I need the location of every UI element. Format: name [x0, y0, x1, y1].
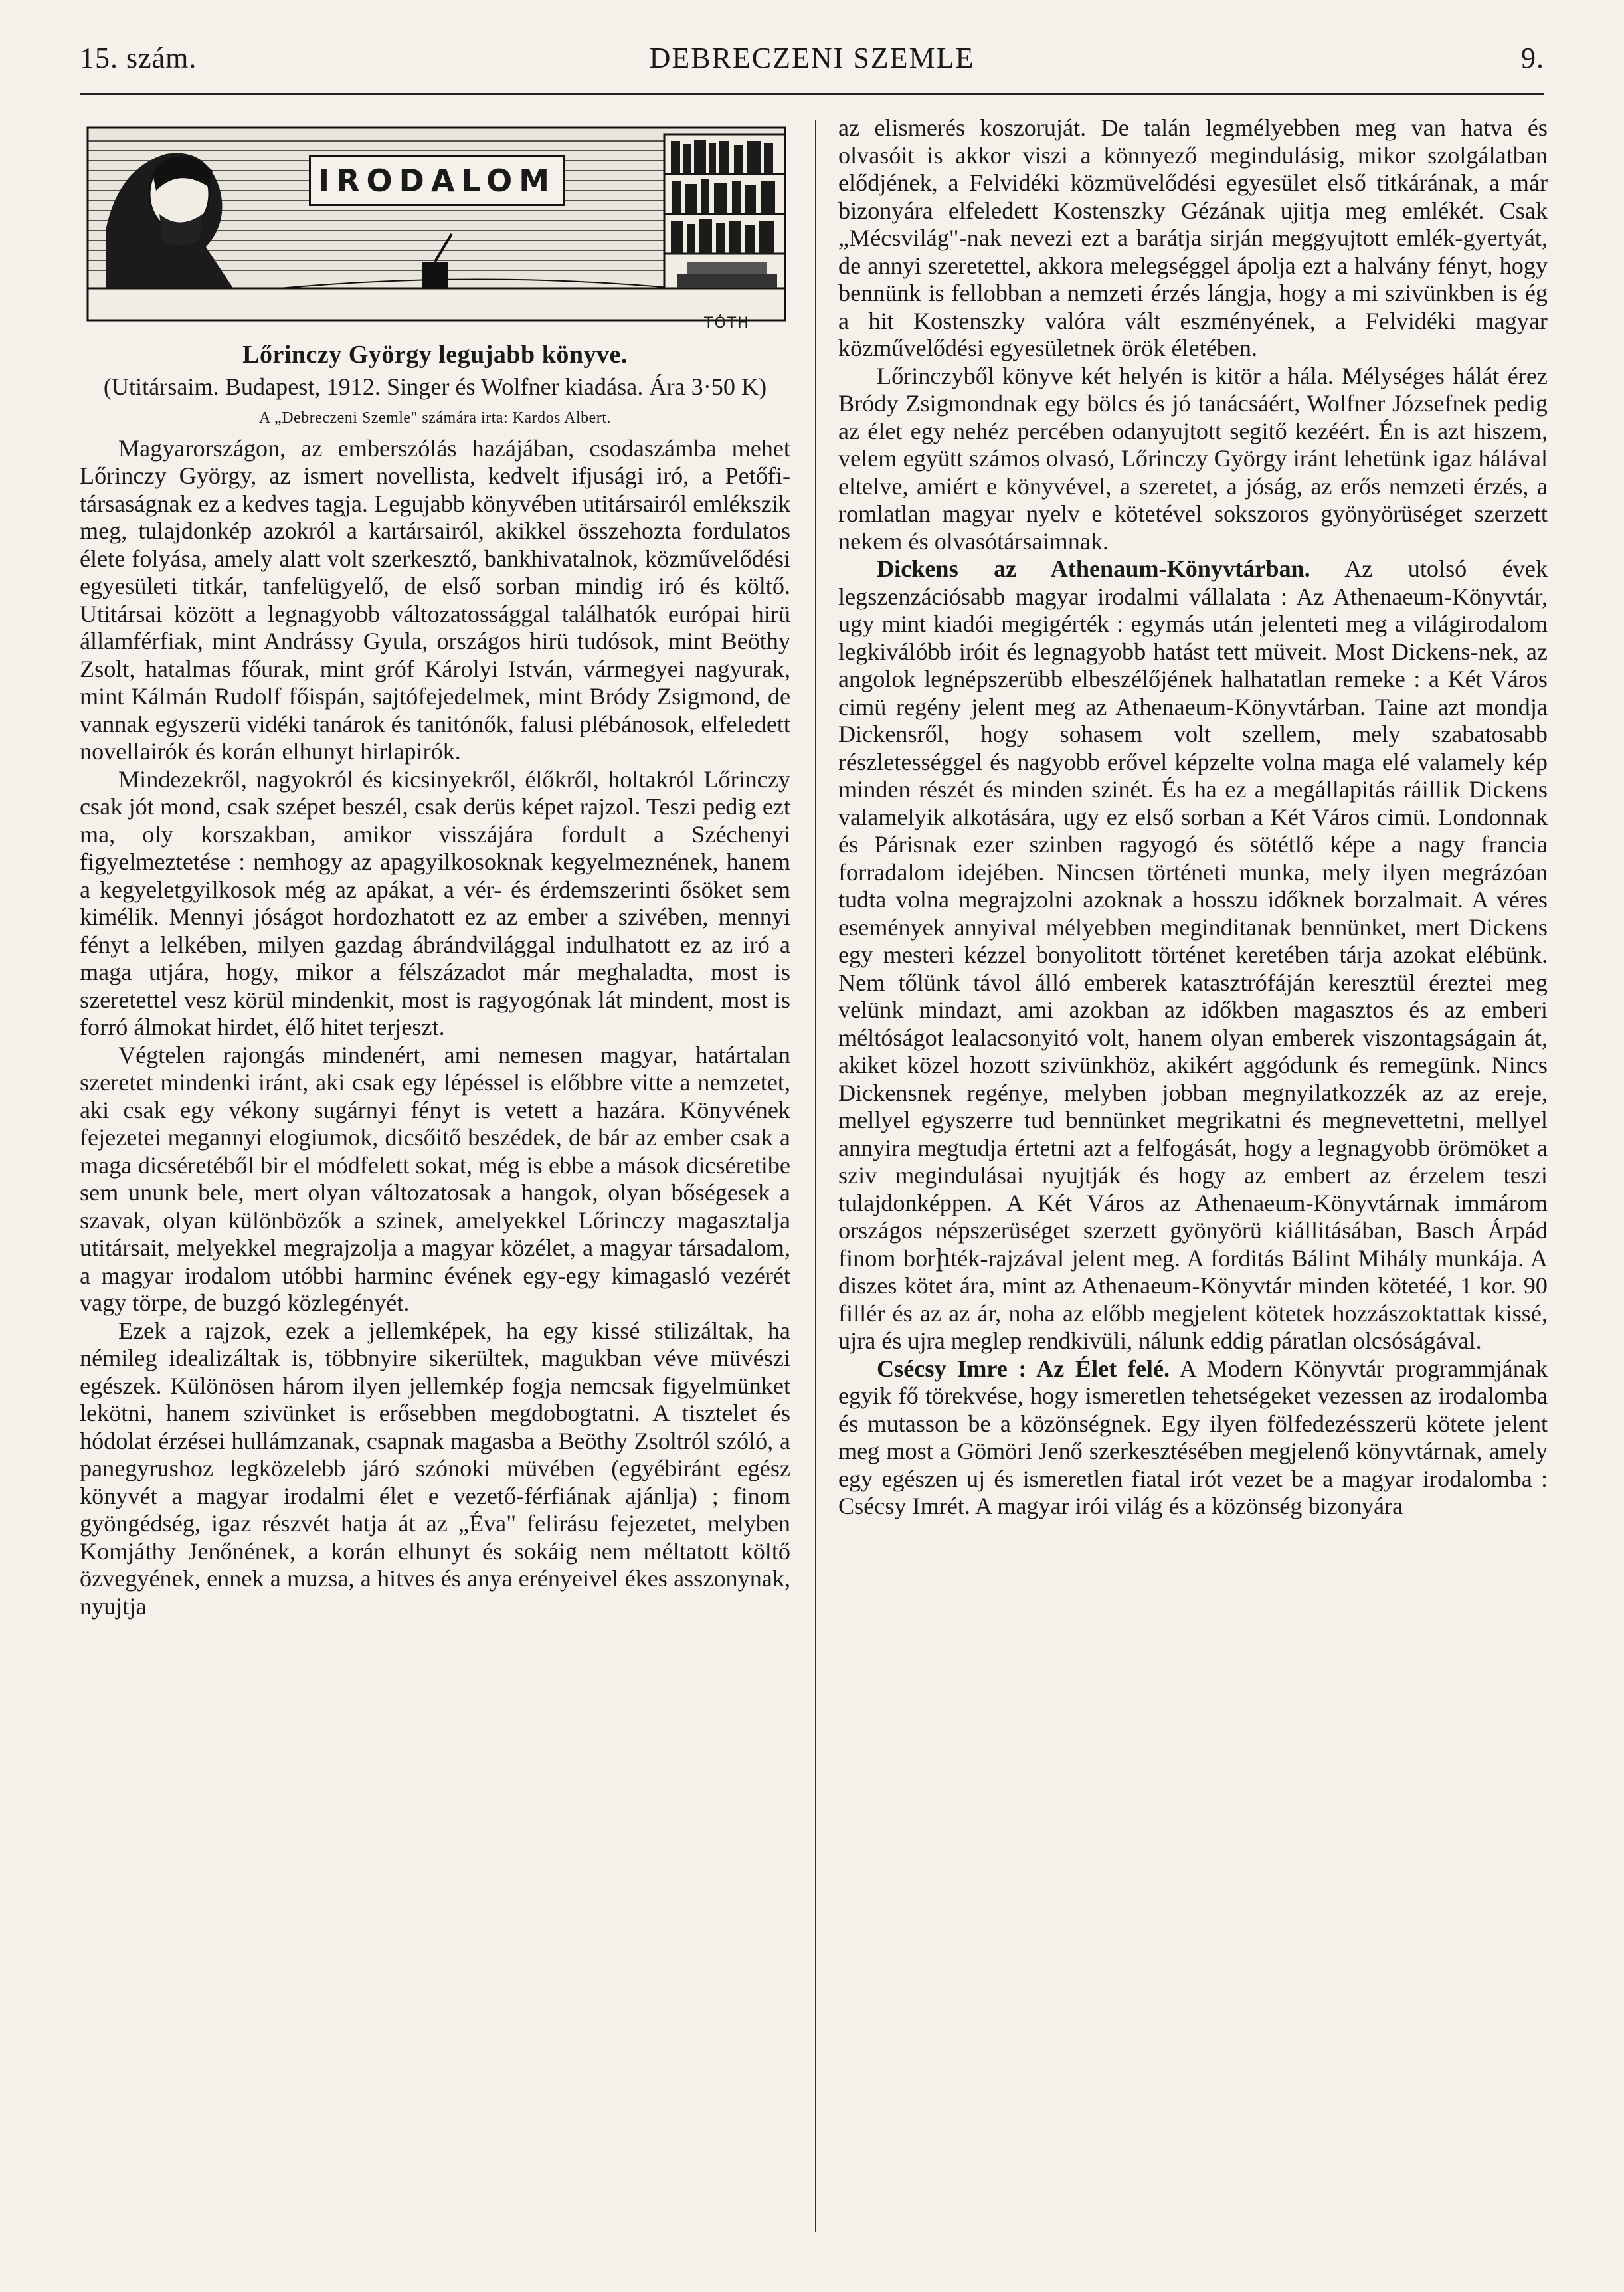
journal-title: DEBRECZENI SZEMLE [649, 42, 975, 74]
paragraph: Ezek a rajzok, ezek a jellemképek, ha egy kissé stilizáltak, ha némileg idealizáltak is, többnyire sikerültek, magukban véve müvészi egészek. Különösen három ilyen jellemkép fogja nemcsak figyelmünket lekötni, hanem szivünket is erősebben megdobogtatni. A tisztelet és hódolat érzései hullámzanak, csapnak magasba a Beöthy Zsoltról szóló, a panegyrushoz legközelebb járó szónoki müvében (egyébiránt egész könyvét a magyar irodalmi élet e vezető-férfiának ajánlja) ; finom gyöngédség, igaz részvét hatja át az „Éva" felirásu fejezetet, melyben Komjáthy Jenőnének, a korán elhunyt és sokáig nem méltatott költő özvegyének, ennek a muzsa, a hitves és anya erényeivel ékes asszonynak, nyujtja [80, 1317, 790, 1620]
banner-label-irodalom: IRODALOM [309, 155, 565, 206]
column-divider [815, 120, 816, 2232]
review-citation: (Utitársaim. Budapest, 1912. Singer és Wolfner kiadása. Ára 3·50 K) [103, 373, 767, 400]
left-column [80, 114, 790, 1620]
running-head [73, 41, 1551, 94]
paragraph: Lőrinczyből könyve két helyén is kitör a hála. Mélységes hálát érez Bródy Zsigmondnak egy bölcs és jó tanácsáért, Wolfner Józsefnek pedig az élet egy nehéz percében odanyujtott segitő kezéért. Én is azt hiszem, velem együtt számos olvasó, Lőrinczy György iránt lehetünk igaz hálával eltelve, amiért e könyvével, a szeretet, a jóság, az erős nemzeti érzés, a romlatlan magyar nyelv e kötetével sokszoros gyönyörüséget szerzett nekem és olvasótársaimnak. [838, 362, 1548, 555]
dickens-review [838, 555, 1548, 1355]
irodalom-banner [80, 114, 790, 334]
paragraph: az elismerés koszoruját. De talán legmélyebben meg van hatva és olvasóit is akkor viszi a könnyező megindulásig, mikor szolgálatban elődjének, a Felvidéki közmüvelődési egyesület első titkárának, a már bizonyára elfeledett Kostenszky Gézának ujitja meg emlékét. Csak „Mécsvilág"-nak nevezi ezt a barátja sirján meggyujtott emlék-gyertyát, de annyi szeretettel, akkora melegséggel ápolja ezt a halvány fényt, hogy bennünk is fellobban a nemzeti érzés lángja, hogy a mi szivünkben is ég a hit Kostenszky valóra vált eszményének, a Felvidéki magyar közművelődési egyesületnek örök életében. [838, 114, 1548, 361]
section-heading: Dickens az Athenaum-Könyvtárban. [877, 555, 1310, 582]
paragraph: Végtelen rajongás mindenért, ami nemesen magyar, határtalan szeretet mindenki iránt, aki csak egy lépéssel is előbbre vitte a nemzetet, aki csak egy vékony sugárnyi fényt is vetett a hazára. Könyvének fejezetei megannyi elogiumok, dicsőitő beszédek, de bár az ember csak a maga dicséretéből bir el módfelett sokat, még is ebbe a mások dicséretibe sem ununk bele, mert olyan változatosak a hangok, olyan bőségesek a szavak, olyan különbözők a szinek, amelyekkel Lőrinczy magasztalja utitársait, melyekkel megrajzolja a magyar közélet, a magyar társadalom, a magyar irodalom utóbbi harminc évének egy-egy kimagasló vezérét vagy törpe, de buzgó közlegényét. [80, 1041, 790, 1316]
page-number: 9. [1521, 42, 1544, 74]
csecsy-review [838, 1355, 1548, 1521]
right-column [838, 114, 1548, 1521]
paragraph: Mindezekről, nagyokról és kicsinyekről, élőkről, holtakról Lőrinczy csak jót mond, csak szépet beszél, csak derüs képet rajzol. Teszi pedig ezt ma, oly korszakban, amikor visszájára fordult a Széchenyi figyelmeztetése : nemhogy az apagyilkosoknak kegyelmeznének, hanem a kegyeletgyilkosok még az apákat, a vér- és érdemszerinti ősöket sem kimélik. Mennyi jóságot hordozhatott ez az ember a szivében, mennyi fényt a lelkében, milyen gazdag ábrándvilággal indulhatott ez az iró a maga utjára, hogy, mikor a félszázadot már meghaladta, most is szeretettel vesz körül mindenkit, most is ragyogónak lát mindent, most is forró álmokat hirdet, élő hitet terjeszt. [80, 765, 790, 1040]
section-heading: Csécsy Imre : Az Élet felé. [877, 1355, 1170, 1382]
banner-illustration [80, 114, 790, 334]
paragraph-text: Az utolsó évek legszenzációsabb magyar irodalmi vállalata : Az Athenaeum-Könyvtár, ugy mint kiadói megigérték : egymás után jelenteti meg a világirodalom legkiválóbb iróit és legnagyobb hatást tett müveit. Most Dickens-nek, az angolok legnépszerübb elbeszélőjének halhatatlan remeke : a Két Város cimü regény jelent meg az Athenaeum-Könyvtárban. Taine azt mondja Dickensről, hogy sohasem volt szellem, mely szabatosabb részletességgel és nagyobb erővel képzelte volna maga elé valamely kép minden részét és minden szinét. És ha ez a megállapitás ráillik Dickens valamelyik alkotására, ugy ez első sorban a Két Város cimü. Londonnak és Párisnak ezer szinben ragyogó és sötétlő képe a nagy francia forradalom idejében. Nincsen történeti munka, mely ilyen megrázóan tudta volna megrajzolni azoknak a hosszu időknek borzalmait. A véres események annyival mélyebben meginditanak bennünket, mert Dickens egy mesteri kézzel bonyolitott történet keretében tárja azokat elébünk. Nem tőlünk távol álló emberek katasztrófáján keresztül éreztei meg velünk mindazt, ami azokban az időkben magasztos és az emberi méltóságot lealacsonyitó volt, hanem olyan emberek viszontagságain át, akiket közel hozott szivünkhöz, akikért aggódunk és remegünk. Nincs Dickensnek regénye, melyben jobban megnyilatkozzék az az ereje, mellyel egyszerre tud bennünket megrikatni és megnevettetni, mellyel annyira megtudja értetni azt a felfogását, hogy a legnagyobb örömöket a sziv megindulásai nyujtják és hogy az embert az érzelem teszi tulajdonképpen. A Két Város az Athenaeum-Könyvtárnak immárom országos népszerüséget szerzett gyönyörü kiállitásában, Basch Árpád finom borիték-rajzával jelent meg. A forditás Bálint Mihály munkája. A diszes kötet ára, mint az Athenaeum-Könyvtár minden kötetéé, 1 kor. 90 fillér és az az ár, noha az előbb megjelent kötetek hozzászoktattak kissé, ujra és ujra meglep rendkivüli, nálunk eddig páratlan olcsóságával. [838, 555, 1548, 1354]
artist-signature: TÓTH [704, 315, 750, 332]
paragraph: Magyarországon, az emberszólás hazájában, csodaszámba mehet Lőrinczy György, az ismert novellista, kedvelt ifjusági iró, a Petőfi-társaságnak ez a kedves tagja. Legujabb könyvében utitársairól emlékszik meg, tulajdonkép azokról a kartársairól, akikkel összehozta fordulatos élete folyása, amely alatt volt szerkesztő, bankhivatalnok, közművelődési egyesületi titkár, tanfelügyelő, de első sorban mindig iró és költő. Utitársai között a legnagyobb változatossággal találhatók európai hirü államférfiak, mint Andrássy Gyula, országos hirü tudósok, mint Beöthy Zsolt, hatalmas főurak, mint gróf Károlyi István, vármegyei nagyurak, mint Kálmán Rudolf főispán, sajtófejedelmek, mint Bródy Zsigmond, de vannak egyszerü vidéki tanárok és tanitónők, falusi plébánosok, elfeledett novellairók és korán elhunyt hirlapirók. [80, 434, 790, 765]
header-rule [80, 93, 1544, 95]
issue-number: 15. szám. [80, 42, 197, 74]
review-byline: A „Debreczeni Szemle" számára irta: Kardos Albert. [259, 409, 611, 427]
paragraph-text: A Modern Könyvtár programmjának egyik fő törekvése, hogy ismeretlen tehetségeket vezessen az irodalomba és mutasson be a közönségnek. Egy ilyen fölfedezésszerü kötete jelent meg most a Gömöri Jenő szerkesztésében megjelenő könyvtárnak, amely egy egészen uj és ismeretlen fiatal irót vezet be a magyar irodalomba : Csécsy Imrét. A magyar irói világ és a közönség bizonyára [838, 1355, 1548, 1519]
review-title: Lőrinczy György legujabb könyve. [242, 341, 628, 369]
